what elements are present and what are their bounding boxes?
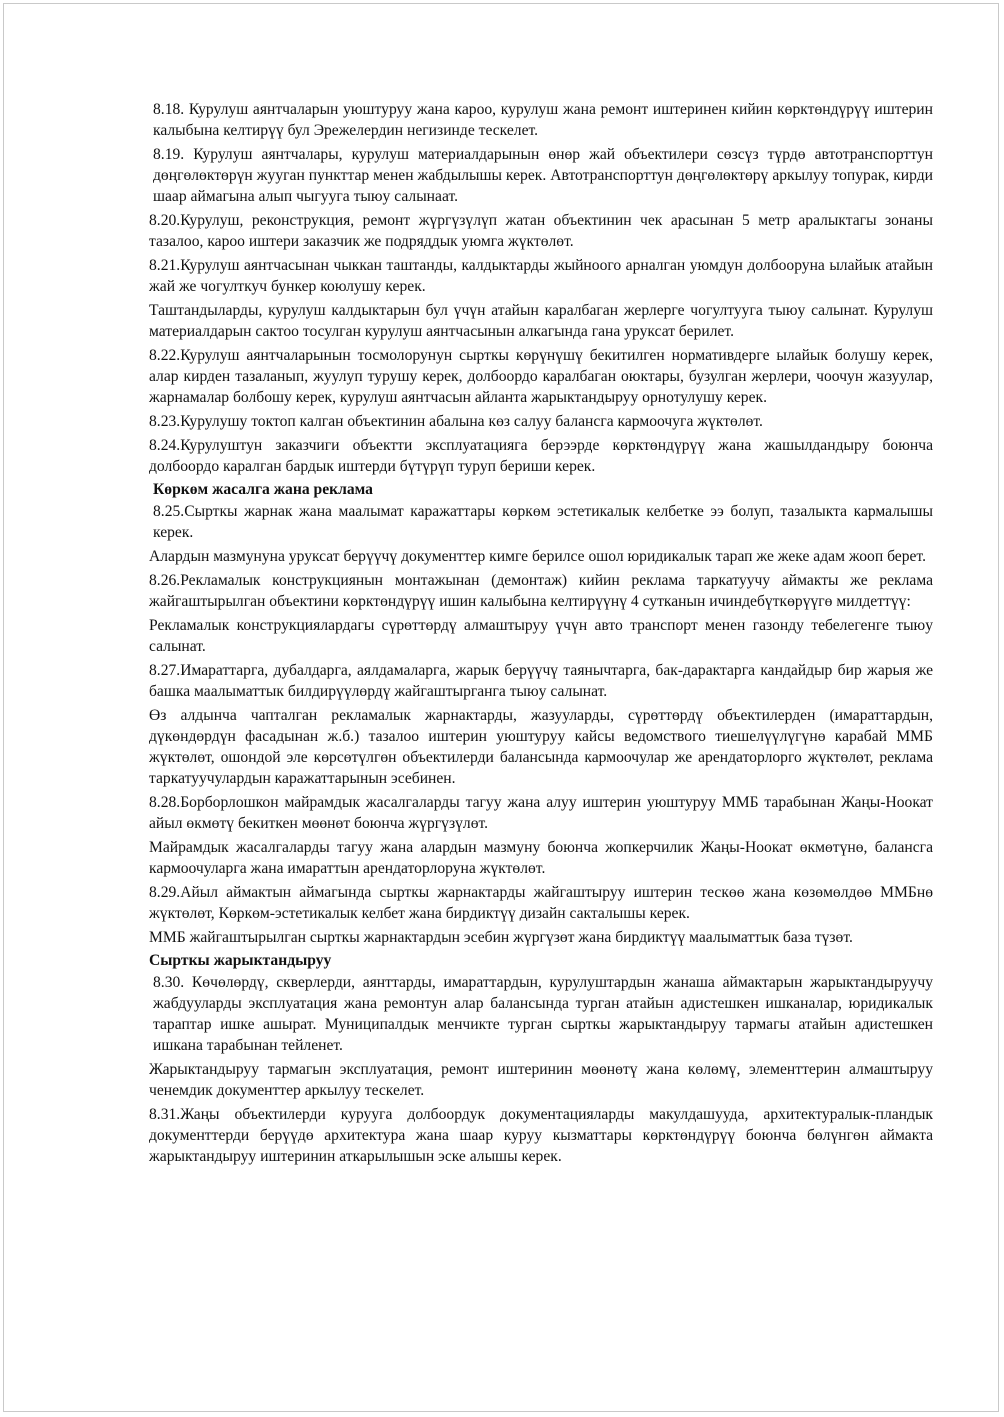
document-body bbox=[149, 99, 933, 1170]
paragraph-8-18: 8.18. Курулуш аянтчаларын уюштуруу жана кароо, курулуш жана ремонт иштеринен кийин көрктөндүрүү иштерин калыбына келтирүү бул Эрежелердин негизинде тескелет. bbox=[153, 101, 933, 139]
paragraph-8-31: 8.31.Жаңы объектилерди курууга долбоордук документацияларды макулдашууда, архитектуралык-пландык документтерди берүүдө архитектура жана шаар куруу кызматтары көрктөндүрүү боюнча бөлүнгөн аймакта жарыктандыруу иштеринин аткарылышын эске алышы керек. bbox=[149, 1106, 933, 1165]
paragraph-8-21: 8.21.Курулуш аянтчасынан чыккан таштанды, калдыктарды жыйноого арналган уюмдун долбооруна ылайык атайын жай же чогулткуч бункер коюлушу керек. bbox=[149, 257, 933, 295]
paragraph-8-27-cont: Өз алдынча чапталган рекламалык жарнактарды, жазууларды, сүрөттөрдү объектилерден (имараттардын, дүкөндөрдүн фасадынан ж.б.) тазалоо иштерин уюштуруу кайсы ведомствого тиешелүүлүгүнө карабай ММБ жүктөлөт, ошондой эле көрсөтүлгөн объектилерди балансында кармоочулар же арендаторлорго жүктөлөт, реклама таркатуучулардын каражаттарынын эсебинен. bbox=[149, 707, 933, 787]
paragraph-8-22: 8.22.Курулуш аянтчаларынын тосмолорунун сырткы көрүнүшү бекитилген нормативдерге ылайык болушу керек, алар кирден тазаланып, жуулуп турушу керек, долбоордо каралбаган оюктары, бузулган жерлери, чоочун жазуулар, жарнамалар болбошу керек, курулуш аянтчасын айланта жарыктандыруу орнотулушу керек. bbox=[149, 347, 933, 406]
paragraph-8-26: 8.26.Рекламалык конструкциянын монтажынан (демонтаж) кийин реклама таркатуучу аймакты же реклама жайгаштырылган объектини көрктөндүрүү ишин калыбына келтирүүнү 4 сутканын ичиндебүткөрүүгө милдеттүү: bbox=[149, 572, 933, 610]
paragraph-8-23: 8.23.Курулушу токтоп калган объектинин абалына көз салуу балансга кармоочуга жүктөлөт. bbox=[149, 413, 763, 430]
paragraph-8-28: 8.28.Борборлошкон майрамдык жасалгаларды тагуу жана алуу иштерин уюштуруу ММБ тарабынан Жаңы-Ноокат айыл өкмөтү бекиткен мөөнөт боюнча жүргүзүлөт. bbox=[149, 794, 933, 832]
paragraph-8-26-cont: Рекламалык конструкциялардагы сүрөттөрдү алмаштыруу үчүн авто транспорт менен газонду тебелегенге тыюу салынат. bbox=[149, 617, 933, 655]
document-page bbox=[3, 3, 999, 1412]
paragraph-8-30: 8.30. Көчөлөрдү, скверлерди, аянттарды, имараттардын, курулуштардын жанаша аймактарын жарыктандыруучу жабдууларды эксплуатация жана ремонтун алар балансында турган атайын адистешкен ишканалар, юридикалык тараптар ишке ашырат. Муниципалдык менчикте турган сырткы жарыктандыруу тармагы атайын адистешкен ишкана тарабынан тейленет. bbox=[153, 974, 933, 1054]
paragraph-8-21-cont: Таштандыларды, курулуш калдыктарын бул үчүн атайын каралбаган жерлерге чогултууга тыюу салынат. Курулуш материалдарын сактоо тосулган курулуш аянтчасынын алкагында гана уруксат берилет. bbox=[149, 302, 933, 340]
section-heading-korkom-jasalga: Көркөм жасалга жана реклама bbox=[153, 481, 373, 498]
paragraph-8-27: 8.27.Имараттарга, дубалдарга, аялдамаларга, жарык берүүчү таянычтарга, бак-дарактарга кандайдыр бир жарыя же башка маалыматтык билдирүүлөрдү жайгаштырганга тыюу салынат. bbox=[149, 662, 933, 700]
paragraph-8-29: 8.29.Айыл аймактын аймагында сырткы жарнактарды жайгаштыруу иштерин тескөө жана көзөмөлдөө ММБнө жүктөлөт, Көркөм-эстетикалык келбет жана бирдиктүү дизайн сакталышы керек. bbox=[149, 884, 933, 922]
paragraph-8-25-cont: Алардын мазмунуна уруксат берүүчү документтер кимге берилсе ошол юридикалык тарап же жеке адам жооп берет. bbox=[149, 548, 926, 565]
paragraph-8-29-cont: ММБ жайгаштырылган сырткы жарнактардын эсебин жүргүзөт жана бирдиктүү маалыматтык база түзөт. bbox=[149, 929, 853, 946]
paragraph-8-20: 8.20.Курулуш, реконструкция, ремонт жүргүзүлүп жатан объектинин чек арасынан 5 метр аралыктагы зонаны тазалоо, кароо иштери заказчик же подряддык уюмга жүктөлөт. bbox=[149, 212, 933, 250]
paragraph-8-28-cont: Майрамдык жасалгаларды тагуу жана алардын мазмуну боюнча жопкерчилик Жаңы-Ноокат өкмөтүнө, балансга кармоочуларга жана имараттын арендаторлоруна жүктөлөт. bbox=[149, 839, 933, 877]
paragraph-8-19: 8.19. Курулуш аянтчалары, курулуш материалдарынын өнөр жай объектилери сөзсүз түрдө автотранспорттун дөңгөлөктөрүн жууган пункттар менен жабдылышы керек. Автотранспорттун дөңгөлөктөрү аркылуу топурак, кирди шаар аймагына алып чыгууга тыюу салынаат. bbox=[153, 146, 933, 205]
paragraph-8-24: 8.24.Курулуштун заказчиги объектти эксплуатацияга берээрде көрктөндүрүү жана жашылдандыру боюнча долбоордо каралган бардык иштерди бүтүрүп туруп бериши керек. bbox=[149, 437, 933, 475]
paragraph-8-30-cont: Жарыктандыруу тармагын эксплуатация, ремонт иштеринин мөөнөтү жана көлөмү, элементтерин алмаштыруу ченемдик документтер аркылуу тескелет. bbox=[149, 1061, 933, 1099]
paragraph-8-25: 8.25.Сырткы жарнак жана маалымат каражаттары көркөм эстетикалык келбетке ээ болуп, тазалыкта кармалышы керек. bbox=[153, 503, 933, 541]
section-heading-syrtky-jaryktandyruu: Сырткы жарыктандыруу bbox=[149, 952, 332, 969]
